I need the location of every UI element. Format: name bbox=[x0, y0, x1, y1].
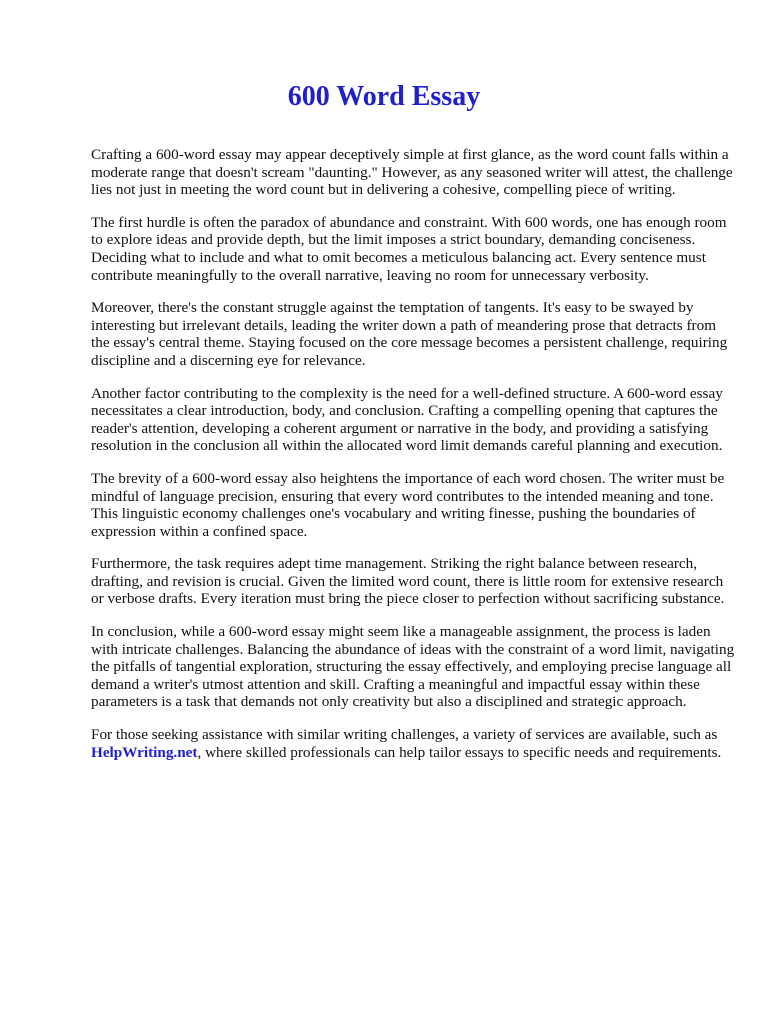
paragraph-1: Crafting a 600-word essay may appear deceptively simple at first glance, as the word count falls within a moderate range that doesn't scream "daunting." However, as any seasoned writer will attest, the challenge lies not just in meeting the word count but in delivering a cohesive, compelling piece of writing. bbox=[91, 146, 733, 199]
closing-text-after-link: , where skilled professionals can help tailor essays to specific needs and requirements. bbox=[197, 743, 722, 761]
helpwriting-link[interactable]: HelpWriting.net bbox=[91, 743, 198, 761]
paragraph-7: In conclusion, while a 600-word essay might seem like a manageable assignment, the process is laden with intricate challenges. Balancing the abundance of ideas with the constraint of a word limit, navigating the pitfalls of tangential exploration, structuring the essay effectively, and employing precise language all demand a writer's utmost attention and skill. Crafting a meaningful and impactful essay within these parameters is a task that demands not only creativity but also a disciplined and strategic approach. bbox=[91, 623, 735, 711]
closing-text-before-link: For those seeking assistance with similar writing challenges, a variety of services are available, such as bbox=[91, 726, 718, 744]
paragraph-3: Moreover, there's the constant struggle against the temptation of tangents. It's easy to be swayed by interesting but irrelevant details, leading the writer down a path of meandering prose that detracts from the essay's central theme. Staying focused on the core message becomes a persistent challenge, requiring discipline and a discerning eye for relevance. bbox=[91, 299, 728, 369]
essay-body bbox=[91, 146, 736, 776]
paragraph-5: The brevity of a 600-word essay also heightens the importance of each word chosen. The writer must be mindful of language precision, ensuring that every word contributes to the intended meaning and tone. This linguistic economy challenges one's vocabulary and writing finesse, pushing the boundaries of expression within a confined space. bbox=[91, 469, 725, 540]
paragraph-6: Furthermore, the task requires adept time management. Striking the right balance between research, drafting, and revision is crucial. Given the limited word count, there is little room for extensive research or verbose drafts. Every iteration must bring the piece closer to perfection without sacrificing substance. bbox=[91, 555, 725, 608]
paragraph-2: The first hurdle is often the paradox of abundance and constraint. With 600 words, one has enough room to explore ideas and provide depth, but the limit imposes a strict boundary, demanding conciseness. Deciding what to include and what to omit becomes a meticulous balancing act. Every sentence must contribute meaningfully to the overall narrative, leaving no room for unnecessary verbosity. bbox=[91, 213, 727, 284]
paragraph-4: Another factor contributing to the complexity is the need for a well-defined structure. A 600-word essay necessitates a clear introduction, body, and conclusion. Crafting a compelling opening that captures the reader's attention, developing a coherent argument or narrative in the body, and providing a satisfying resolution in the conclusion all within the allocated word limit demands careful planning and execution. bbox=[91, 384, 723, 455]
page-title: 600 Word Essay bbox=[287, 81, 481, 112]
closing-paragraph bbox=[91, 726, 736, 761]
